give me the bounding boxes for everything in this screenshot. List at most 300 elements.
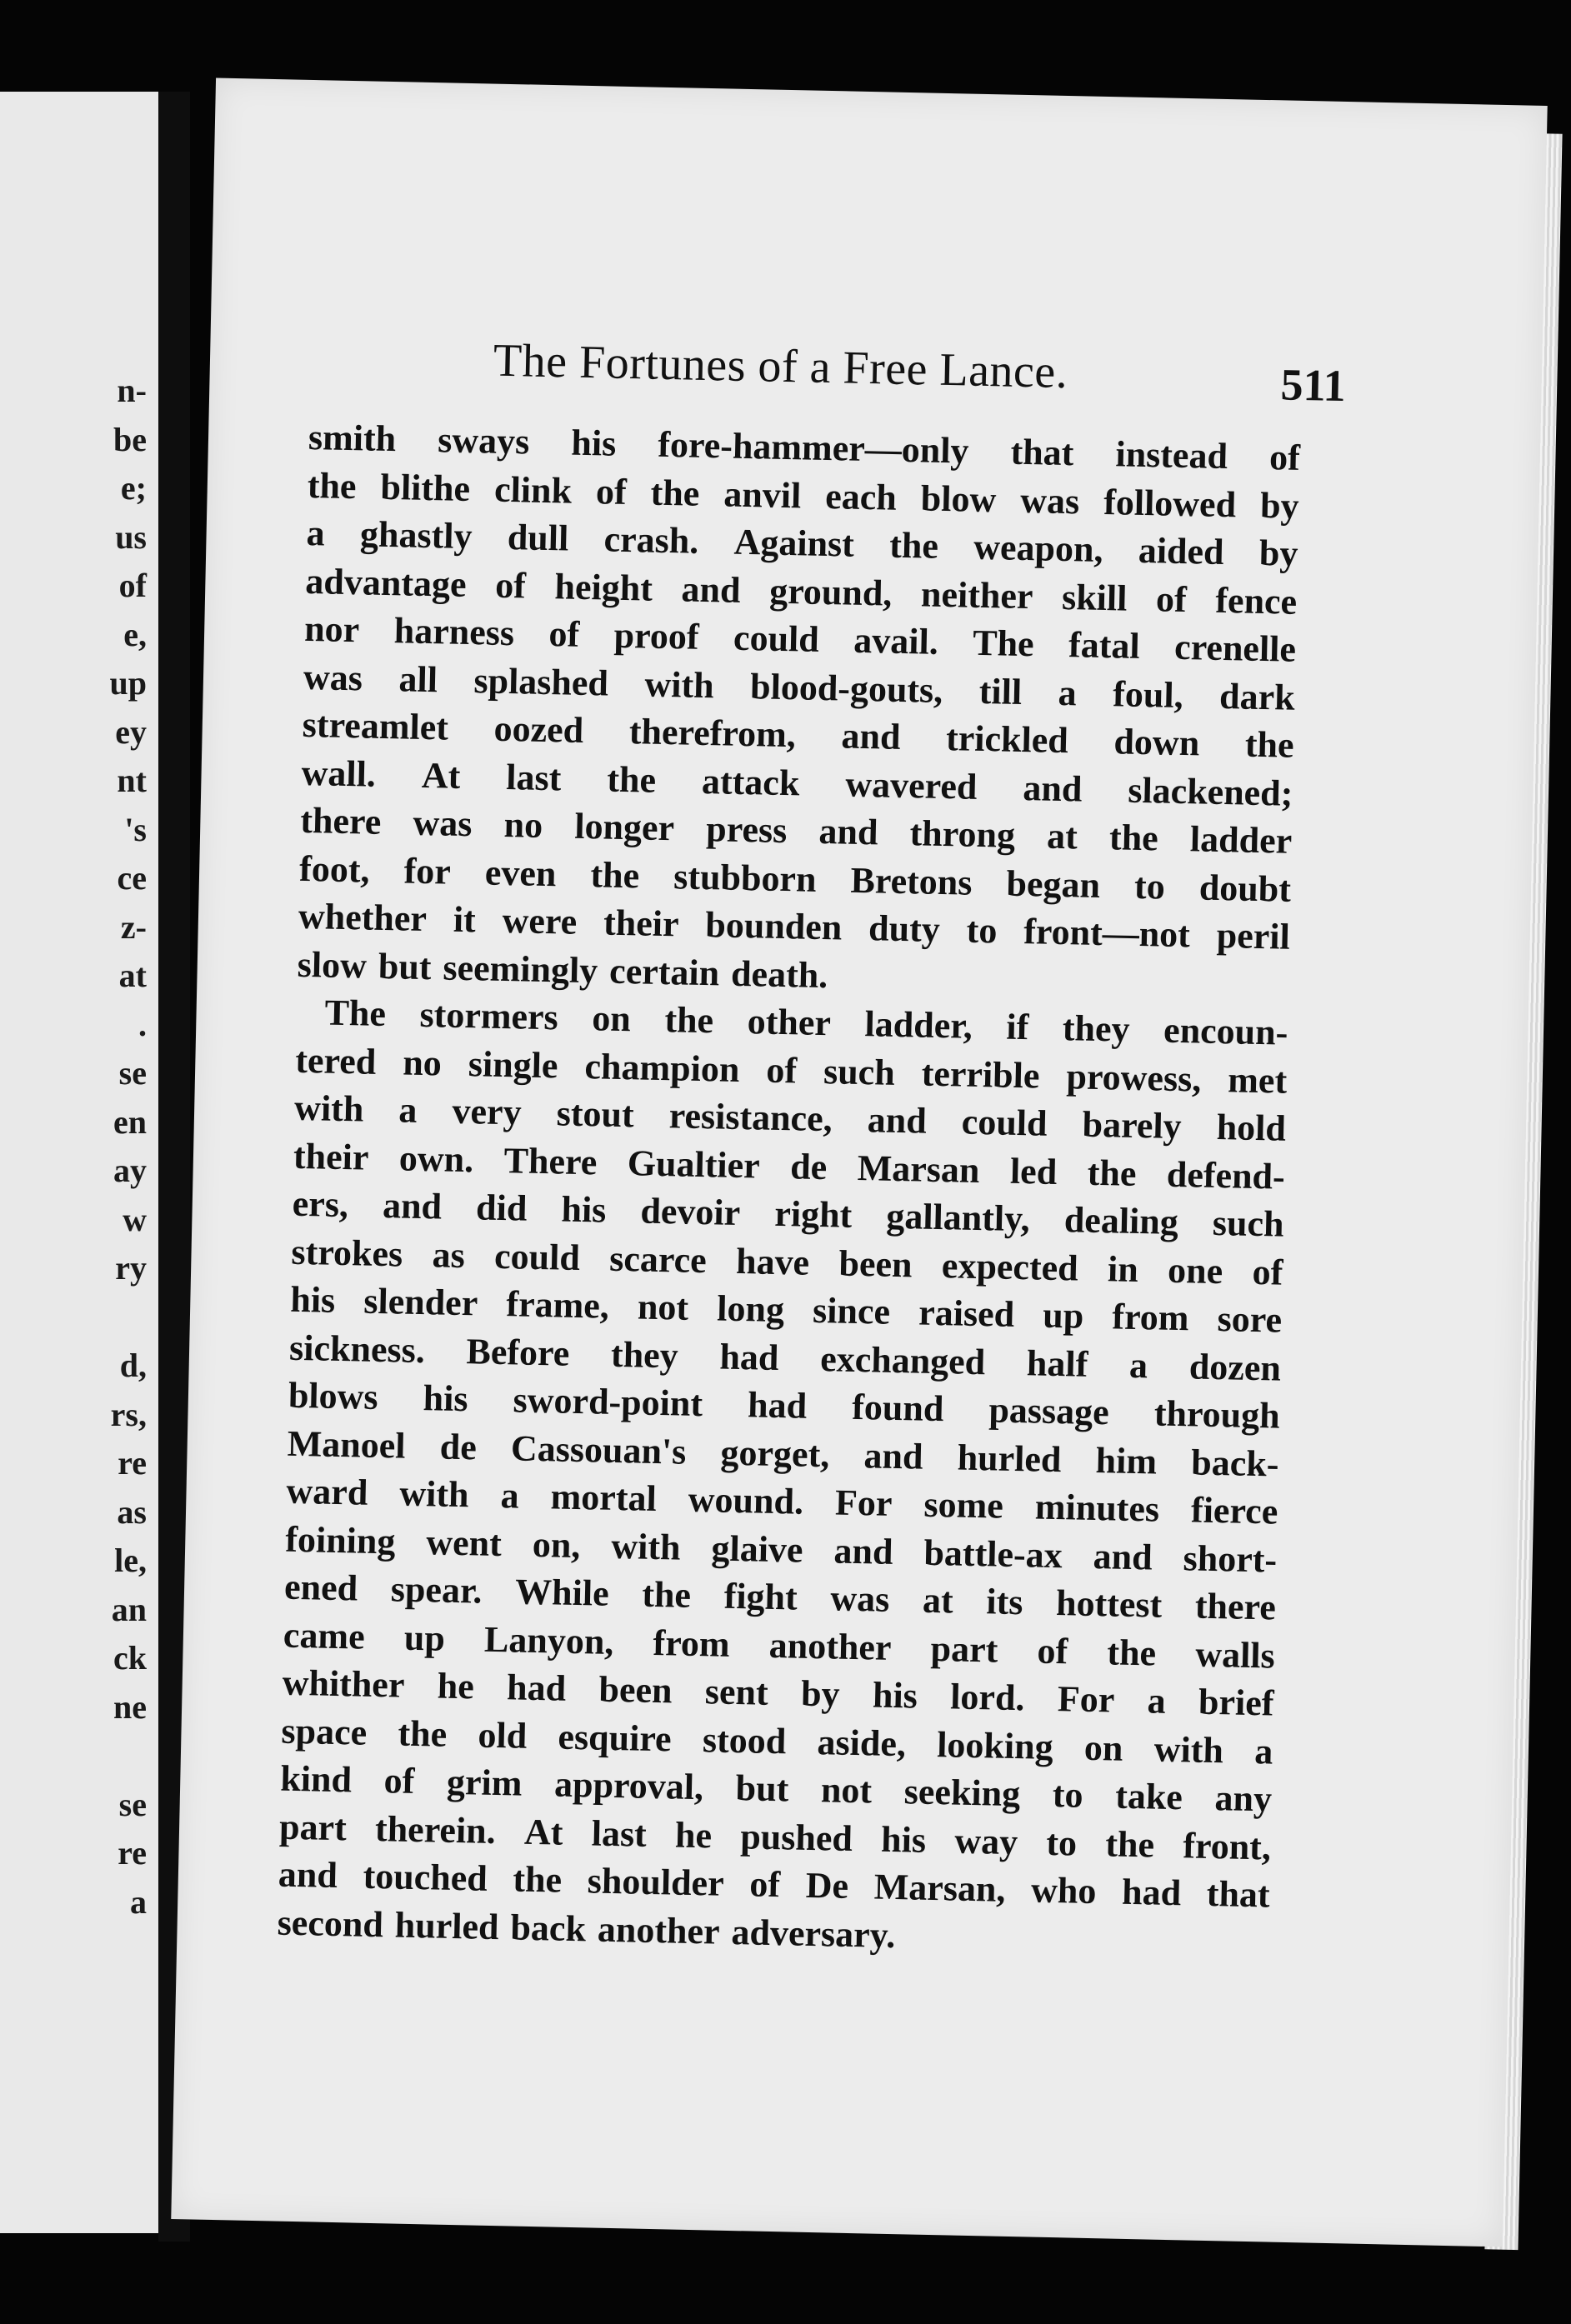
- previous-page-fragment: ce: [117, 859, 147, 897]
- word: For: [1057, 1678, 1115, 1721]
- word: the: [663, 999, 714, 1042]
- word: sent: [704, 1671, 769, 1713]
- word: the: [1108, 817, 1159, 859]
- word: tered: [294, 1039, 377, 1082]
- word: dealing: [1063, 1199, 1179, 1243]
- word: sickness.: [288, 1327, 426, 1371]
- previous-page-fragment: at: [118, 957, 147, 994]
- word: at: [922, 1579, 954, 1622]
- previous-page-fragment: e;: [120, 469, 147, 507]
- word: and: [681, 567, 742, 611]
- word: with: [398, 1472, 470, 1516]
- word: crash.: [603, 518, 699, 562]
- word: throng: [909, 812, 1016, 856]
- word: expected: [941, 1244, 1079, 1289]
- word: scarce: [608, 1237, 708, 1281]
- word: sword-point: [513, 1379, 703, 1425]
- word: the: [606, 758, 657, 801]
- word: at: [1046, 815, 1078, 857]
- word: to: [1052, 1774, 1084, 1816]
- word: resistance,: [668, 1095, 833, 1140]
- word: foot,: [298, 847, 371, 891]
- word: there: [1194, 1585, 1277, 1628]
- word: no: [503, 803, 543, 846]
- word: was: [829, 1577, 890, 1620]
- word: ladder: [1189, 818, 1293, 862]
- word: way: [953, 1820, 1018, 1862]
- word: smith: [308, 416, 397, 460]
- word: his: [289, 1278, 336, 1321]
- word: streamlet: [302, 703, 449, 748]
- previous-page-fragment: up: [109, 664, 147, 702]
- word: had: [506, 1667, 567, 1709]
- word: ened: [283, 1566, 358, 1609]
- previous-page-fragment: se: [118, 1054, 147, 1092]
- word: the: [307, 464, 358, 507]
- word: aided: [1138, 529, 1225, 572]
- word: from: [1111, 1296, 1190, 1339]
- word: and: [382, 1185, 443, 1227]
- word: from: [653, 1622, 731, 1665]
- word: could: [493, 1235, 581, 1278]
- word: exchanged: [819, 1337, 986, 1382]
- word: were: [502, 899, 578, 942]
- previous-page-fragment: us: [115, 517, 147, 556]
- word: half: [1026, 1342, 1088, 1385]
- word: strokes: [291, 1231, 403, 1275]
- previous-page-fragment: be: [113, 420, 147, 458]
- word: prowess,: [1066, 1055, 1202, 1100]
- word: press: [705, 808, 788, 852]
- previous-page-fragment: e,: [123, 615, 147, 653]
- word: even: [484, 852, 557, 894]
- word: blood-gouts,: [749, 665, 943, 711]
- word: with: [610, 1525, 682, 1568]
- word: and: [1022, 767, 1083, 809]
- word: one: [1167, 1249, 1223, 1292]
- word: till: [978, 670, 1023, 712]
- previous-page-fragment: of: [118, 567, 147, 604]
- word: he: [674, 1814, 713, 1856]
- word: raised: [918, 1292, 1015, 1335]
- word: the: [1106, 1631, 1157, 1674]
- word: last: [591, 1812, 648, 1855]
- word: for: [403, 849, 452, 892]
- word: shoulder: [587, 1860, 725, 1904]
- word: since: [812, 1289, 891, 1332]
- word: blithe: [380, 466, 471, 509]
- paragraph: [297, 413, 1300, 1009]
- word: adversary.: [731, 1911, 896, 1956]
- word: clink: [493, 468, 573, 512]
- word: to: [966, 909, 998, 952]
- word: dark: [1218, 675, 1296, 718]
- word: not: [820, 1769, 873, 1812]
- word: instead: [1115, 433, 1228, 477]
- running-title: The Fortunes of a Free Lance.: [493, 334, 1068, 399]
- word: space: [281, 1710, 368, 1753]
- word: been: [598, 1668, 673, 1712]
- word: last: [505, 756, 562, 798]
- word: of: [383, 1760, 415, 1802]
- word: part: [930, 1627, 998, 1671]
- word: hold: [1216, 1106, 1287, 1149]
- word: a: [1058, 672, 1078, 713]
- previous-page-fragment: n-: [117, 372, 147, 409]
- word: long: [716, 1287, 785, 1331]
- word: could: [961, 1101, 1048, 1144]
- word: of: [548, 613, 580, 655]
- word: and: [863, 1434, 924, 1477]
- word: stood: [702, 1718, 787, 1762]
- word: other: [747, 1001, 832, 1044]
- previous-page-fragment: z-: [120, 907, 147, 946]
- word: not: [637, 1286, 689, 1328]
- word: trickled: [945, 717, 1069, 762]
- word: did: [475, 1187, 528, 1229]
- word: another: [768, 1624, 893, 1668]
- word: old: [478, 1714, 528, 1757]
- word: back-: [1190, 1441, 1279, 1485]
- word: hurled: [957, 1437, 1062, 1480]
- word: frame,: [505, 1283, 610, 1327]
- previous-page-fragment: w: [123, 1200, 147, 1238]
- word: another: [597, 1908, 721, 1952]
- word: with: [293, 1087, 364, 1130]
- word: of: [595, 470, 628, 512]
- word: seemingly: [443, 946, 598, 991]
- word: For: [834, 1482, 893, 1524]
- word: grim: [446, 1761, 523, 1804]
- word: At: [523, 1811, 563, 1853]
- word: and: [1093, 1535, 1153, 1577]
- word: its: [985, 1581, 1023, 1623]
- word: a: [306, 512, 326, 554]
- word: of: [748, 1863, 781, 1906]
- word: very: [452, 1090, 523, 1133]
- word: but: [378, 945, 433, 987]
- word: the: [1244, 723, 1295, 766]
- word: sways: [437, 419, 530, 462]
- word: own.: [398, 1137, 474, 1180]
- previous-page-fragment: .: [138, 1005, 147, 1043]
- word: de: [439, 1426, 478, 1467]
- word: weapon,: [973, 526, 1104, 570]
- previous-page-fragment: se: [118, 1785, 147, 1823]
- word: such: [823, 1050, 896, 1093]
- previous-page-fragment: ck: [113, 1639, 147, 1677]
- word: Marsan: [857, 1147, 980, 1191]
- word: part: [278, 1806, 348, 1848]
- word: The: [324, 992, 387, 1035]
- word: a: [1128, 1344, 1148, 1386]
- word: certain: [608, 950, 720, 993]
- word: encoun-: [1163, 1009, 1288, 1053]
- word: by: [1259, 484, 1300, 527]
- word: slow: [297, 943, 368, 987]
- word: was: [1019, 479, 1080, 522]
- word: stubborn: [673, 855, 818, 900]
- previous-page-fragment: d,: [119, 1347, 147, 1384]
- word: bounden: [704, 904, 843, 948]
- word: walls: [1194, 1633, 1276, 1677]
- word: wall.: [301, 752, 377, 795]
- word: gallantly,: [885, 1195, 1031, 1240]
- word: had: [747, 1384, 808, 1427]
- previous-page-fragment: a: [130, 1882, 147, 1921]
- word: de: [789, 1145, 828, 1187]
- word: to: [1133, 865, 1166, 907]
- previous-page-fragment: re: [118, 1834, 147, 1872]
- word: anvil: [723, 472, 802, 516]
- word: crenelle: [1173, 626, 1297, 670]
- word: a: [500, 1475, 520, 1517]
- previous-page-fragment: ne: [113, 1687, 147, 1726]
- word: met: [1227, 1058, 1288, 1102]
- word: of: [1155, 577, 1188, 620]
- word: avail.: [853, 619, 939, 662]
- page-number: 511: [1280, 359, 1347, 412]
- word: whether: [298, 895, 428, 940]
- word: therein.: [374, 1807, 497, 1852]
- word: went: [425, 1521, 503, 1564]
- word: fierce: [1190, 1489, 1278, 1532]
- word: the: [512, 1858, 563, 1901]
- word: skill: [1061, 576, 1128, 619]
- word: the: [650, 472, 700, 514]
- word: that: [1010, 431, 1074, 474]
- word: barely: [1082, 1103, 1183, 1147]
- word: no: [402, 1042, 443, 1083]
- word: advantage: [304, 560, 468, 605]
- word: the: [888, 524, 939, 567]
- word: Against: [733, 521, 855, 565]
- word: nor: [303, 607, 360, 651]
- word: Manoel: [287, 1422, 407, 1467]
- word: he: [437, 1665, 475, 1707]
- word: blow: [920, 477, 997, 520]
- word: Bretons: [850, 859, 973, 903]
- word: defend-: [1166, 1153, 1286, 1197]
- word: had: [719, 1336, 779, 1378]
- word: who: [1030, 1869, 1097, 1912]
- word: There: [503, 1139, 598, 1182]
- word: followed: [1103, 481, 1237, 525]
- word: fight: [723, 1575, 798, 1618]
- word: harness: [393, 610, 515, 654]
- word: and: [833, 1529, 894, 1572]
- word: wavered: [844, 763, 978, 807]
- word: the: [1104, 1822, 1155, 1866]
- word: any: [1214, 1777, 1273, 1820]
- word: take: [1114, 1775, 1183, 1818]
- word: gorget,: [720, 1432, 830, 1475]
- word: and: [818, 810, 879, 853]
- word: fore-hammer—only: [657, 423, 969, 472]
- word: some: [923, 1483, 1004, 1527]
- word: with: [1153, 1728, 1224, 1771]
- word: on: [1083, 1727, 1123, 1769]
- word: therefrom,: [628, 711, 797, 756]
- word: and: [278, 1853, 338, 1897]
- word: brief: [1198, 1681, 1274, 1724]
- word: ladder,: [864, 1003, 973, 1047]
- word: by: [1258, 532, 1298, 574]
- word: there: [299, 799, 382, 842]
- word: foul,: [1112, 672, 1184, 716]
- previous-page-fragment: ey: [115, 712, 147, 751]
- word: doubt: [1198, 866, 1292, 910]
- word: seeking: [903, 1771, 1021, 1815]
- word: led: [1009, 1150, 1058, 1192]
- word: had: [1121, 1871, 1182, 1914]
- word: minutes: [1034, 1486, 1160, 1530]
- word: but: [735, 1767, 789, 1810]
- word: ers,: [292, 1182, 349, 1226]
- word: of: [1252, 1251, 1283, 1293]
- word: his: [561, 1188, 607, 1231]
- word: it: [453, 898, 477, 941]
- word: slackened;: [1127, 769, 1293, 814]
- word: hurled: [394, 1904, 500, 1947]
- word: to: [1045, 1822, 1078, 1864]
- word: mortal: [550, 1476, 658, 1519]
- word: him: [1095, 1439, 1158, 1482]
- previous-page-fragment: [110, 1293, 148, 1342]
- word: by: [800, 1672, 841, 1715]
- word: on,: [532, 1523, 581, 1566]
- word: lord.: [949, 1676, 1025, 1719]
- word: was: [413, 802, 473, 845]
- word: through: [1153, 1392, 1281, 1437]
- previous-page-fragment: re: [118, 1444, 147, 1482]
- previous-page-fragment: en: [113, 1102, 147, 1141]
- body-text: [277, 413, 1300, 1967]
- word: ghastly: [359, 513, 473, 557]
- previous-page-fragment: 's: [124, 810, 147, 848]
- word: aside,: [817, 1721, 907, 1764]
- word: looking: [936, 1723, 1054, 1767]
- previous-page-fragment: as: [117, 1492, 147, 1531]
- word: hottest: [1055, 1582, 1163, 1626]
- word: kind: [279, 1757, 353, 1801]
- word: his: [880, 1818, 927, 1861]
- word: their: [293, 1135, 369, 1178]
- word: found: [851, 1386, 944, 1430]
- previous-page-fragment: nt: [117, 762, 147, 799]
- word: longer: [573, 805, 675, 849]
- word: they: [610, 1333, 679, 1376]
- word: Lanyon,: [483, 1618, 614, 1662]
- word: esquire: [558, 1716, 673, 1759]
- word: began: [1006, 862, 1101, 906]
- previous-page-line-endings: [110, 367, 148, 1927]
- word: could: [733, 617, 820, 660]
- word: on: [591, 997, 632, 1040]
- word: a: [1253, 1730, 1273, 1772]
- word: Cassouan's: [510, 1427, 687, 1472]
- word: back: [510, 1906, 587, 1949]
- word: was: [303, 656, 363, 698]
- word: all: [398, 657, 438, 700]
- word: been: [838, 1242, 913, 1285]
- word: ground,: [768, 570, 893, 614]
- word: such: [1212, 1202, 1285, 1245]
- paragraph: [277, 988, 1288, 1967]
- word: At: [421, 754, 461, 797]
- word: approval,: [553, 1763, 704, 1808]
- word: up: [403, 1617, 446, 1659]
- word: a: [398, 1089, 418, 1131]
- word: front—not: [1023, 911, 1191, 956]
- previous-page-fragment: ry: [115, 1249, 147, 1287]
- word: the: [641, 1573, 692, 1616]
- word: right: [773, 1192, 853, 1236]
- word: champion: [584, 1045, 740, 1090]
- word: with: [644, 662, 715, 706]
- word: death.: [730, 952, 828, 996]
- word: touched: [363, 1855, 488, 1899]
- word: front,: [1182, 1824, 1272, 1868]
- word: of: [1037, 1630, 1068, 1672]
- word: height: [554, 565, 653, 609]
- word: oozed: [493, 707, 584, 751]
- word: that: [1206, 1872, 1271, 1916]
- word: a: [1147, 1680, 1167, 1722]
- word: Before: [466, 1330, 570, 1374]
- book-page: [171, 78, 1547, 2247]
- word: up: [1042, 1294, 1084, 1337]
- word: attack: [701, 760, 800, 803]
- word: Gualtier: [627, 1142, 761, 1186]
- word: the: [1087, 1152, 1137, 1194]
- word: the: [590, 853, 640, 896]
- word: and: [867, 1099, 928, 1142]
- word: glaive: [711, 1527, 804, 1571]
- word: fatal: [1068, 624, 1141, 667]
- word: sore: [1217, 1298, 1283, 1341]
- word: stormers: [419, 993, 559, 1038]
- word: second: [277, 1902, 384, 1945]
- running-head: [209, 327, 1542, 422]
- word: De: [805, 1864, 849, 1907]
- word: whither: [282, 1662, 405, 1706]
- word: While: [514, 1571, 610, 1614]
- word: of: [494, 564, 527, 606]
- word: fence: [1214, 579, 1298, 622]
- word: stout: [556, 1092, 635, 1136]
- word: proof: [613, 614, 700, 657]
- word: devoir: [639, 1190, 741, 1234]
- word: each: [824, 475, 898, 518]
- word: in: [1107, 1247, 1139, 1290]
- previous-page-edge: [0, 92, 158, 2233]
- word: duty: [868, 907, 941, 950]
- word: passage: [988, 1389, 1110, 1433]
- word: wound.: [688, 1478, 804, 1522]
- word: of: [1268, 437, 1301, 478]
- word: battle-ax: [923, 1532, 1063, 1576]
- word: single: [468, 1042, 559, 1086]
- word: down: [1113, 721, 1200, 764]
- word: The: [972, 622, 1035, 665]
- previous-page-fragment: ay: [113, 1152, 147, 1189]
- word: and: [841, 715, 901, 757]
- word: his: [423, 1377, 469, 1420]
- word: foining: [284, 1518, 396, 1562]
- word: their: [603, 902, 680, 945]
- word: dozen: [1188, 1345, 1282, 1389]
